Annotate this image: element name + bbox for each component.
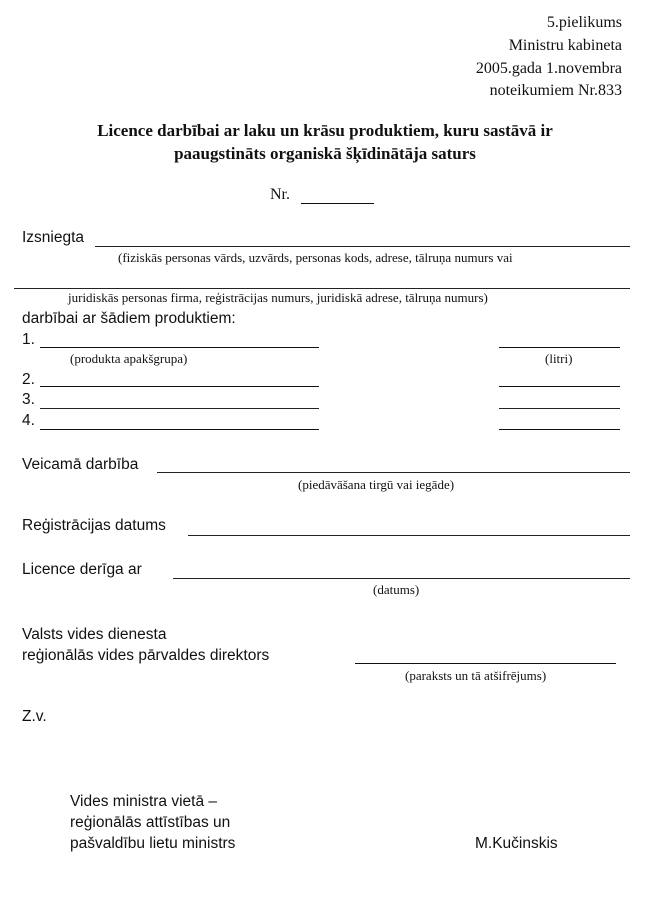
header-cabinet: Ministru kabineta	[508, 37, 622, 54]
product-2-subgroup-field[interactable]	[40, 386, 319, 387]
product-1-subgroup-field[interactable]	[40, 347, 319, 348]
product-2-liters-field[interactable]	[499, 386, 620, 387]
issued-field-2[interactable]	[14, 288, 630, 289]
director-signature-field[interactable]	[355, 663, 616, 664]
header-date: 2005.gada 1.novembra	[475, 60, 622, 77]
minister-name: M.Kučinskis	[475, 835, 558, 852]
footer-line3: pašvaldību lietu ministrs	[70, 835, 236, 852]
product-1-liters-field[interactable]	[499, 347, 620, 348]
activity-label: Veicamā darbība	[22, 456, 139, 473]
registration-date-field[interactable]	[188, 535, 630, 536]
product-subgroup-caption: (produkta apakšgrupa)	[70, 351, 188, 366]
header-regulation: noteikumiem Nr.833	[489, 82, 622, 99]
validity-date-field[interactable]	[173, 578, 630, 579]
number-field[interactable]	[301, 203, 374, 204]
validity-label: Licence derīga ar	[22, 561, 142, 578]
activity-field[interactable]	[157, 472, 630, 473]
issued-caption-1: (fiziskās personas vārds, uzvārds, personas kods, adrese, tālruņa numurs vai	[118, 250, 513, 265]
product-3-subgroup-field[interactable]	[40, 408, 319, 409]
product-row-4-number: 4.	[22, 412, 35, 429]
document-title-line2: paaugstināts organiskā šķīdinātāja saturs	[174, 144, 476, 163]
signature-caption: (paraksts un tā atšifrējums)	[405, 668, 547, 683]
product-row-3-number: 3.	[22, 391, 35, 408]
product-4-liters-field[interactable]	[499, 429, 620, 430]
product-4-subgroup-field[interactable]	[40, 429, 319, 430]
products-intro: darbībai ar šādiem produktiem:	[22, 310, 236, 327]
director-title-line2: reģionālās vides pārvaldes direktors	[22, 647, 270, 664]
product-row-1-number: 1.	[22, 331, 35, 348]
registration-date-label: Reģistrācijas datums	[22, 517, 166, 534]
activity-caption: (piedāvāšana tirgū vai iegāde)	[298, 477, 455, 492]
footer-line2: reģionālās attīstības un	[70, 814, 231, 831]
issued-field[interactable]	[95, 246, 630, 247]
product-3-liters-field[interactable]	[499, 408, 620, 409]
issued-label: Izsniegta	[22, 229, 85, 246]
product-row-2-number: 2.	[22, 371, 35, 388]
validity-caption: (datums)	[373, 582, 420, 597]
director-title-line1: Valsts vides dienesta	[22, 626, 167, 643]
document-title-line1: Licence darbībai ar laku un krāsu produktiem, kuru sastāvā ir	[97, 121, 553, 140]
number-label: Nr.	[270, 186, 290, 203]
header-appendix: 5.pielikums	[546, 14, 622, 31]
product-liters-caption: (litri)	[545, 351, 573, 366]
issued-caption-2: juridiskās personas firma, reģistrācijas numurs, juridiskā adrese, tālruņa numurs)	[68, 290, 488, 305]
stamp-label: Z.v.	[22, 708, 47, 725]
footer-line1: Vides ministra vietā –	[70, 793, 218, 810]
